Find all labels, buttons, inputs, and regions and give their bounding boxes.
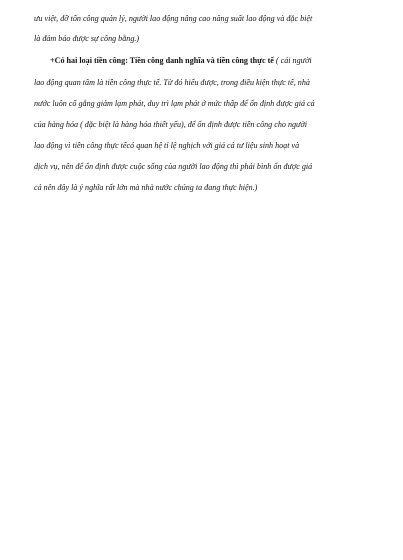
paragraph-2-line-5: lao động vì tiền công thực tếcó quan hệ tỉ lệ nghịch với giá cả tư liệu sinh hoạt và — [34, 141, 300, 150]
paragraph-2-line-6: dịch vụ, nên để ổn định được cuộc sống của người lao động thì phải bình ổn được giá — [34, 162, 313, 171]
paragraph-1-line-1: ưu việt, đỡ tốn công quản lý, người lao động nâng cao năng suất lao động và đặc biệt — [34, 14, 313, 23]
paragraph-2-line-4: của hàng hóa ( đặc biệt là hàng hóa thiết yếu), để ổn định được tiền công cho người — [34, 120, 308, 129]
paragraph-2-heading: +Có hai loại tiền công: Tiền công danh nghĩa và tiền công thực tế — [50, 56, 274, 65]
paragraph-2-line-7: cả nên đây là ý nghĩa rất lớn mà nhà nước chúng ta đang thực hiện.) — [34, 183, 258, 192]
paragraph-1-line-2: là đảm bảo được sự công bằng.) — [34, 34, 140, 43]
paragraph-2-line-3: nước luôn cố gắng giảm lạm phát, duy trì lạm phát ở mức thấp để ổn định được giá cả — [34, 99, 315, 108]
paragraph-2-line-1 — [50, 56, 312, 65]
paragraph-2-line-1-tail: ( cái người — [273, 56, 312, 65]
paragraph-2-line-2: lao động quan tâm là tiền công thực tế. Từ đó hiểu được, trong điều kiện thực tế, nhà — [34, 78, 310, 87]
